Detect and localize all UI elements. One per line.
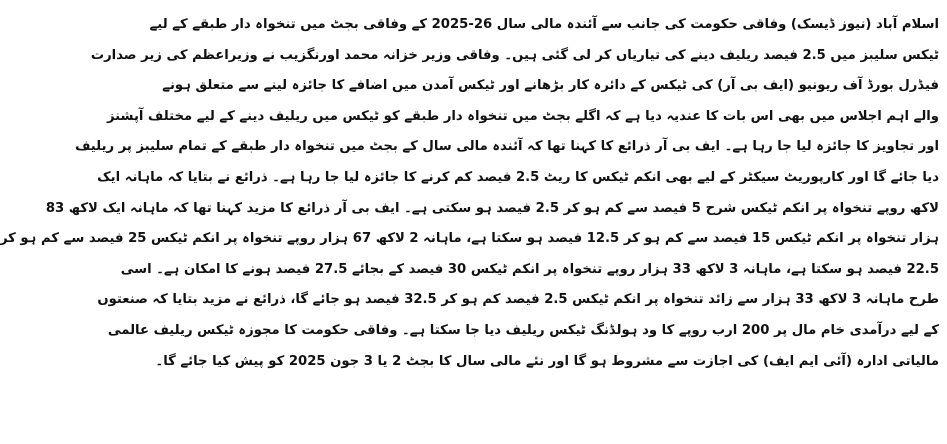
article-line-12: مالیاتی ادارہ (آئی ایم ایف) کی اجازت سے مشروط ہو گا اور نئے مالی سال کا بجٹ 2 یا 3 جون 2025 کو پیش کیا جائے گا۔ bbox=[155, 353, 939, 369]
article-line-9: 22.5 فیصد ہو سکتا ہے، ماہانہ 3 لاکھ 33 ہزار روپے تنخواہ پر انکم ٹیکس 30 فیصد کے بجائے 27.5 فیصد ہونے کا امکان ہے۔ اسی bbox=[120, 261, 939, 277]
news-article bbox=[0, 10, 939, 438]
article-line-5: اور تجاویز کا جائزہ لیا جا رہا ہے۔ ایف بی آر ذرائع کا کہنا تھا کہ آئندہ مالی سال کے بجٹ میں تنخواہ دار طبقے کے تمام سلیبز پر ریلیف bbox=[75, 139, 939, 155]
article-line-3: فیڈرل بورڈ آف ریونیو (ایف بی آر) کی ٹیکس کے دائرہ کار بڑھانے اور ٹیکس آمدن میں اضافے کا جائزہ لینے سے متعلق ہونے bbox=[162, 78, 939, 94]
article-line-1: اسلام آباد (نیوز ڈیسک) وفاقی حکومت کی جانب سے آئندہ مالی سال 26-2025 کے وفاقی بجٹ میں تنخواہ دار طبقے کے لیے bbox=[149, 17, 939, 32]
article-line-7: لاکھ روپے تنخواہ پر انکم ٹیکس شرح 5 فیصد سے کم ہو کر 2.5 فیصد ہو سکتی ہے۔ ایف بی آر ذرائع کا مزید کہنا تھا کہ ماہانہ ایک لاکھ 83 bbox=[45, 200, 939, 216]
article-line-6: دیا جائے گا اور کارپوریٹ سیکٹر کے لیے بھی انکم ٹیکس کا ریٹ 2.5 فیصد کم کرنے کا جائزہ لیا جا رہا ہے۔ ذرائع نے بتایا کہ ماہانہ ایک bbox=[97, 169, 939, 185]
article-line-8: ہزار تنخواہ پر انکم ٹیکس 15 فیصد سے کم ہو کر 12.5 فیصد ہو سکتا ہے، ماہانہ 2 لاکھ 67 ہزار روپے تنخواہ پر انکم ٹیکس 25 فیصد سے کم ہو کر bbox=[0, 231, 939, 247]
article-line-11: کے لیے درآمدی خام مال پر 200 ارب روپے کا ود ہولڈنگ ٹیکس ریلیف دیا جا سکتا ہے۔ وفاقی حکومت کا مجوزہ ٹیکس ریلیف عالمی bbox=[107, 322, 939, 338]
article-line-4: والے اہم اجلاس میں بھی اس بات کا عندیہ دیا ہے کہ اگلے بجٹ میں تنخواہ دار طبقے کو ٹیکس میں ریلیف دینے کے لیے مختلف آپشنز bbox=[106, 108, 939, 124]
article-line-10: طرح ماہانہ 3 لاکھ 33 ہزار سے زائد تنخواہ پر انکم ٹیکس 2.5 فیصد کم ہو کر 32.5 فیصد ہو جائے گا، ذرائع نے مزید بتایا کہ صنعتوں bbox=[97, 292, 939, 308]
article-line-2: ٹیکس سلیبز میں 2.5 فیصد ریلیف دینے کی تیاریاں کر لی گئی ہیں۔ وفاقی وزیر خزانہ محمد اورنگزیب نے وزیراعظم کی زیر صدارت bbox=[90, 47, 939, 63]
